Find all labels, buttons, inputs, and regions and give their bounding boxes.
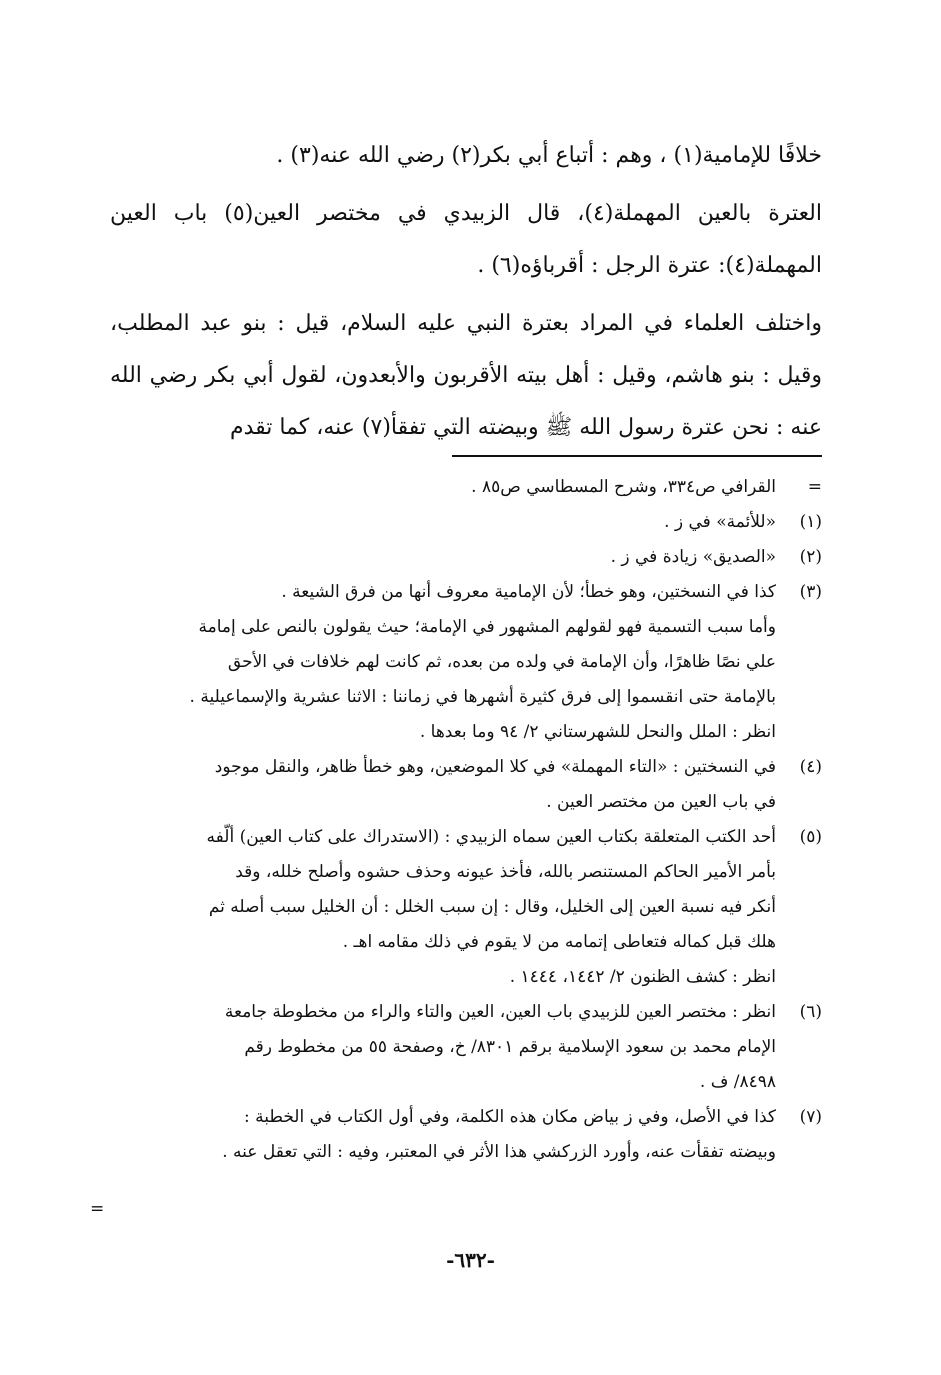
footnote-5 xyxy=(90,820,822,995)
footnote-number: (٥) xyxy=(799,827,822,847)
footnote-2 xyxy=(90,540,822,575)
footnote-line: «للأئمة» في ز . xyxy=(664,512,776,532)
footnote-line: «الصديق» زيادة في ز . xyxy=(610,547,776,567)
footnote-6 xyxy=(90,995,822,1100)
footnote-number: (٧) xyxy=(799,1107,822,1127)
footnote-1 xyxy=(90,505,822,540)
footnote-line: في باب العين من مختصر العين . xyxy=(546,792,776,812)
main-paragraph-1: خلافًا للإمامية(١) ، وهم : أتباع أبي بكر(٢) رضي الله عنه(٣) . xyxy=(276,143,822,168)
footnote-line: وأما سبب التسمية فهو لقولهم المشهور في الإمامة؛ حيث يقولون بالنص على إمامة xyxy=(198,617,776,637)
footnote-number: (٢) xyxy=(799,547,822,567)
footnote-line: انظر : مختصر العين للزبيدي باب العين، العين والتاء والراء من مخطوطة جامعة xyxy=(224,1002,776,1022)
footnote-7 xyxy=(90,1100,822,1170)
footnote-line: أحد الكتب المتعلقة بكتاب العين سماه الزبيدي : (الاستدراك على كتاب العين) ألّفه xyxy=(206,827,776,847)
footnote-3 xyxy=(90,575,822,750)
footnote-line: أنكر فيه نسبة العين إلى الخليل، وقال : إن سبب الخلل : أن الخليل سبب أصله ثم xyxy=(208,897,776,917)
footnote-number: (١) xyxy=(799,512,822,532)
footnote-number: (٣) xyxy=(799,582,822,602)
footnote-separator xyxy=(452,455,822,457)
continuation-marker: = xyxy=(807,477,822,497)
footnote-number: (٤) xyxy=(799,757,822,777)
footnote-line: انظر : كشف الظنون ٢/ ١٤٤٢، ١٤٤٤ . xyxy=(509,967,776,987)
main-text xyxy=(110,130,822,454)
footnote-line: كذا في الأصل، وفي ز بياض مكان هذه الكلمة، وفي أول الكتاب في الخطبة : xyxy=(244,1107,776,1127)
page-number: -٦٣٢- xyxy=(446,1248,495,1272)
main-paragraph-3: واختلف العلماء في المراد بعترة النبي عليه السلام، قيل : بنو عبد المطلب، وقيل : بنو هاشم، وقيل : أهل بيته الأقربون والأبعدون، لقول أبي بكر رضي الله عنه : نحن عترة رسول الله ﷺ وبيضته التي تفقأ(٧) عنه، كما تقدم xyxy=(110,311,822,440)
footnote-line: كذا في النسختين، وهو خطأ؛ لأن الإمامية معروف أنها من فرق الشيعة . xyxy=(281,582,776,602)
footnote-line: الإمام محمد بن سعود الإسلامية برقم ٨٣٠١/ خ، وصفحة ٥٥ من مخطوط رقم xyxy=(244,1037,776,1057)
footnote-line: علي نصًا ظاهرًا، وأن الإمامة في ولده من بعده، ثم كانت لهم خلافات في الأحق xyxy=(227,652,776,672)
footnote-line: بالإمامة حتى انقسموا إلى فرق كثيرة أشهرها في زماننا : الاثنا عشرية والإسماعيلية . xyxy=(189,687,776,707)
footnote-continues-marker: = xyxy=(90,1199,105,1219)
footnote-number: (٦) xyxy=(799,1002,822,1022)
footnote-line: بأمر الأمير الحاكم المستنصر بالله، فأخذ عيونه وحذف حشوه وأصلح خلله، وقد xyxy=(235,862,776,882)
footnote-line: هلك قبل كماله فتعاطى إتمامه من لا يقوم في ذلك مقامه اهـ . xyxy=(342,932,776,952)
footnote-line: ٨٤٩٨/ ف . xyxy=(699,1072,776,1092)
footnote-line: وبيضته تفقأت عنه، وأورد الزركشي هذا الأثر في المعتبر، وفيه : التي تعقل عنه . xyxy=(222,1142,776,1162)
footnote-line: في النسختين : «التاء المهملة» في كلا الموضعين، وهو خطأ ظاهر، والنقل موجود xyxy=(214,757,776,777)
footnote-4 xyxy=(90,750,822,820)
footnote-continuation xyxy=(90,470,822,505)
footnotes xyxy=(90,470,822,1170)
footnote-line: القرافي ص٣٣٤، وشرح المسطاسي ص٨٥ . xyxy=(471,477,776,497)
footnote-line: انظر : الملل والنحل للشهرستاني ٢/ ٩٤ وما بعدها . xyxy=(419,722,776,742)
main-paragraph-2: العترة بالعين المهملة(٤)، قال الزبيدي في مختصر العين(٥) باب العين المهملة(٤): عترة الرجل : أقرباؤه(٦) . xyxy=(110,201,822,278)
